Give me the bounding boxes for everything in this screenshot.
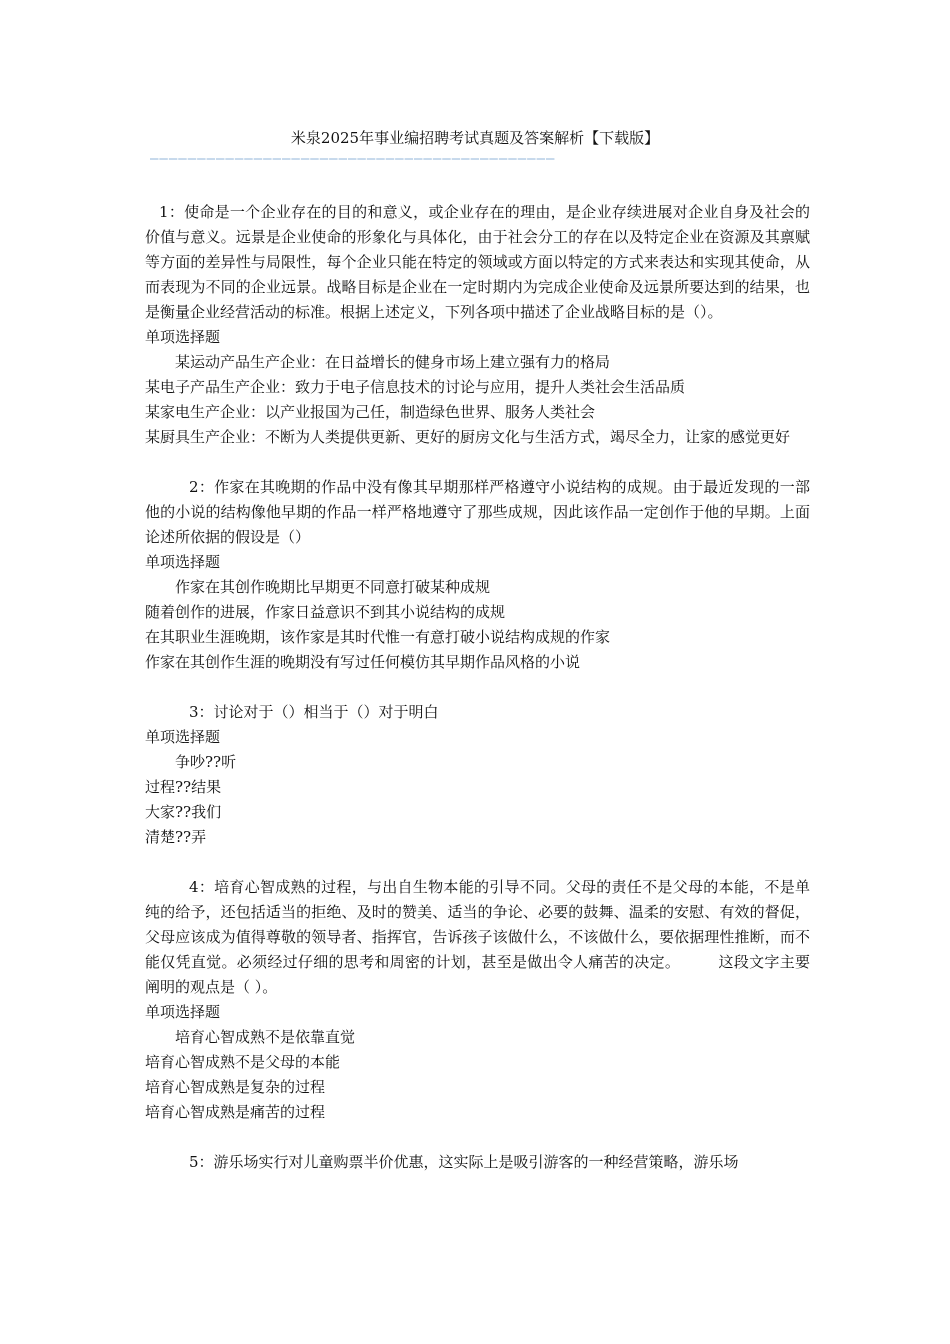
question-stem: 1：使命是一个企业存在的目的和意义，或企业存在的理由，是企业存续进展对企业自身及社会的价值与意义。远景是企业使命的形象化与具体化，由于社会分工的存在以及特定企业在资源及其禀赋等方面的差异性与局限性，每个企业只能在特定的领域或方面以特定的方式来表达和实现其使命，从而表现为不同的企业远景。战略目标是企业在一定时期内为完成企业使命及远景所要达到的结果，也是衡量企业经营活动的标准。根据上述定义，下列各项中描述了企业战略目标的是（）。 (145, 203, 810, 321)
question-stem: 3：讨论对于（）相当于（）对于明白 (189, 703, 439, 721)
question-stem: 5：游乐场实行对儿童购票半价优惠，这实际上是吸引游客的一种经营策略，游乐场 (189, 1153, 739, 1171)
option-a[interactable]: 培育心智成熟不是依靠直觉 (175, 1028, 356, 1046)
option-d[interactable]: 作家在其创作生涯的晚期没有写过任何模仿其早期作品风格的小说 (145, 653, 581, 671)
question-type: 单项选择题 (145, 1003, 221, 1021)
question-type: 单项选择题 (145, 328, 221, 346)
option-b[interactable]: 过程??结果 (145, 778, 222, 796)
question-4 (145, 875, 810, 1125)
option-a[interactable]: 争吵??听 (175, 753, 237, 771)
option-d[interactable]: 培育心智成熟是痛苦的过程 (145, 1103, 326, 1121)
question-stem: 4：培育心智成熟的过程，与出自生物本能的引导不同。父母的责任不是父母的本能，不是单纯的给予，还包括适当的拒绝、及时的赞美、适当的争论、必要的鼓舞、温柔的安慰、有效的督促，父母应该成为值得尊敬的领导者、指挥官，告诉孩子该做什么，不该做什么，要依据理性推断，而不能仅凭直觉。必须经过仔细的思考和周密的计划，甚至是做出令人痛苦的决定。 这段文字主要阐明的观点是（ ）。 (145, 878, 810, 996)
option-c[interactable]: 培育心智成熟是复杂的过程 (145, 1078, 326, 1096)
question-type: 单项选择题 (145, 728, 221, 746)
option-a[interactable]: 作家在其创作晚期比早期更不同意打破某种成规 (175, 578, 491, 596)
question-1 (145, 200, 810, 450)
question-type: 单项选择题 (145, 553, 221, 571)
option-c[interactable]: 某家电生产企业：以产业报国为己任，制造绿色世界、服务人类社会 (145, 403, 596, 421)
question-5 (145, 1150, 810, 1175)
question-2 (145, 475, 810, 675)
option-b[interactable]: 某电子产品生产企业：致力于电子信息技术的讨论与应用，提升人类社会生活品质 (145, 378, 686, 396)
question-stem: 2：作家在其晚期的作品中没有像其早期那样严格遵守小说结构的成规。由于最近发现的一部他的小说的结构像他早期的作品一样严格地遵守了那些成规，因此该作品一定创作于他的早期。上面论述所依据的假设是（） (145, 478, 810, 546)
option-c[interactable]: 大家??我们 (145, 803, 222, 821)
title-divider: ——————————————————————————————————————————— (150, 151, 556, 167)
option-d[interactable]: 清楚??弄 (145, 828, 207, 846)
option-b[interactable]: 随着创作的进展，作家日益意识不到其小说结构的成规 (145, 603, 506, 621)
question-3 (145, 700, 810, 850)
option-c[interactable]: 在其职业生涯晚期，该作家是其时代惟一有意打破小说结构成规的作家 (145, 628, 611, 646)
option-a[interactable]: 某运动产品生产企业：在日益增长的健身市场上建立强有力的格局 (175, 353, 611, 371)
document-title: 米泉2025年事业编招聘考试真题及答案解析【下载版】 (290, 129, 660, 147)
option-b[interactable]: 培育心智成熟不是父母的本能 (145, 1053, 341, 1071)
document-body (145, 200, 810, 1200)
option-d[interactable]: 某厨具生产企业：不断为人类提供更新、更好的厨房文化与生活方式，竭尽全力，让家的感觉更好 (145, 428, 791, 446)
